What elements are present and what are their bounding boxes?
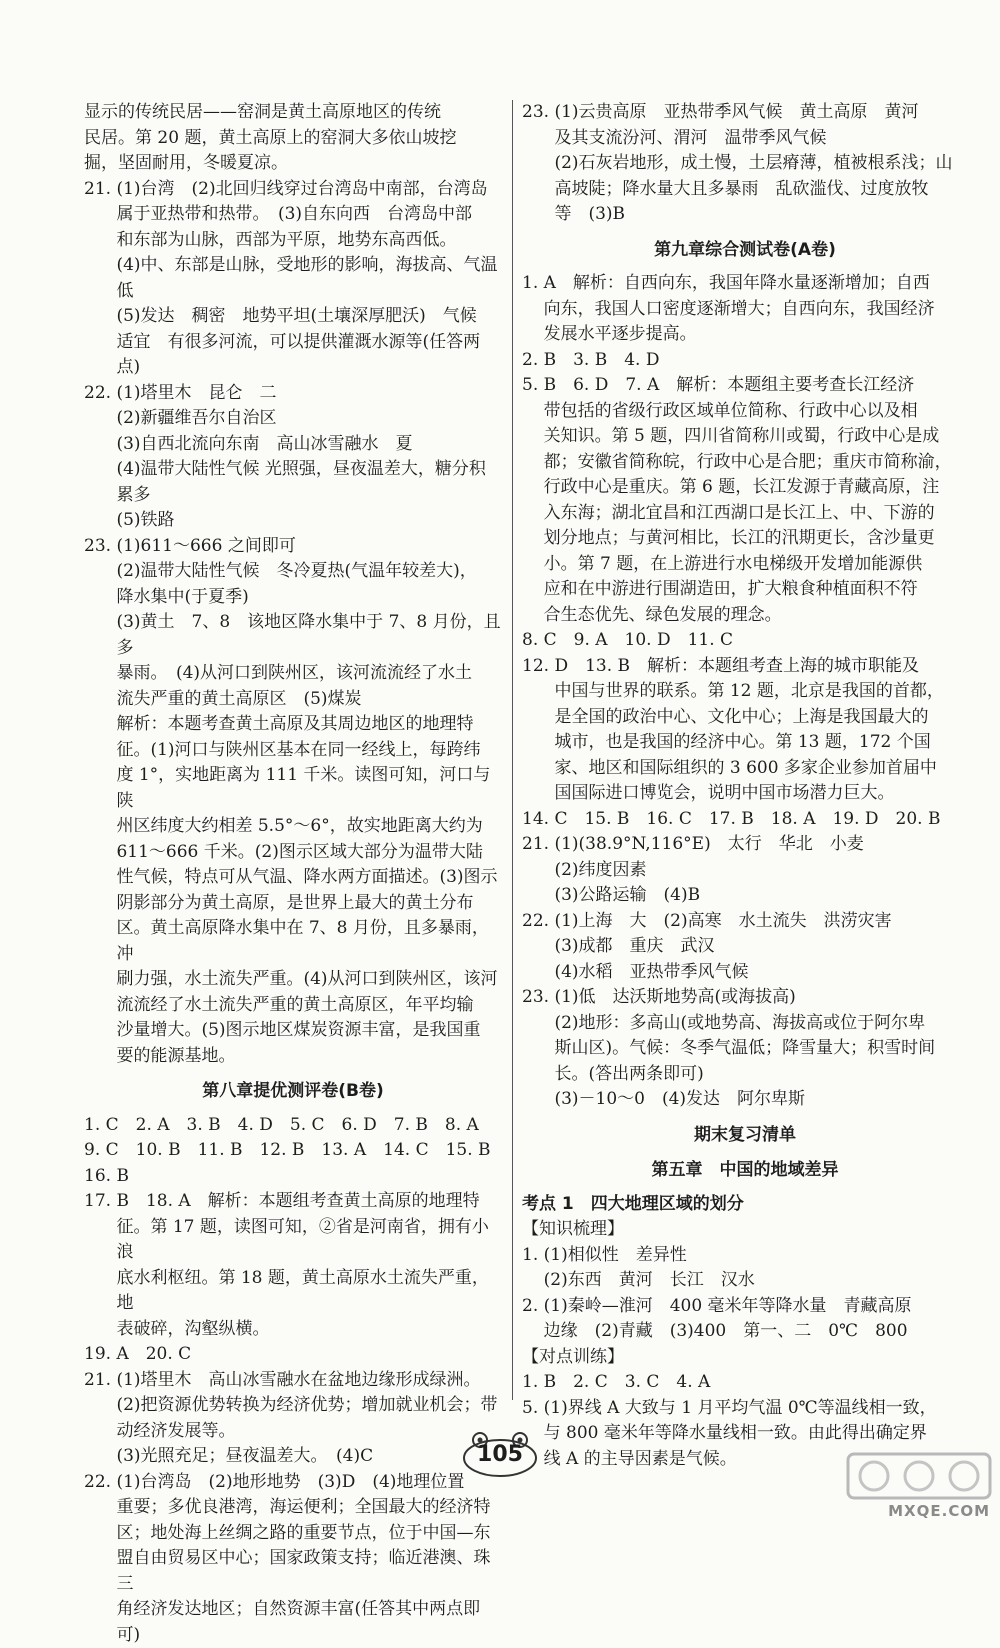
answer-line: (1)低 达沃斯地势高(或海拔高) xyxy=(554,985,968,1011)
answer-line: (4)中、东部是山脉，受地形的影响，海拔高、气温低 xyxy=(116,253,502,304)
answer-entry xyxy=(522,1294,968,1345)
answer-line: 14. C 15. B 16. C 17. B 18. A 19. D 20. B xyxy=(522,807,968,833)
question-number: 21. xyxy=(84,177,116,381)
answer-body xyxy=(116,1470,502,1648)
answer-line: (3)成都 重庆 武汉 xyxy=(554,934,968,960)
answer-line: 属于亚热带和热带。 (3)自东向西 台湾岛中部 xyxy=(116,202,502,228)
answer-line: B 18. A 解析：本题组考查黄土高原的地理特 xyxy=(116,1189,502,1215)
answer-line: (5)铁路 xyxy=(116,508,502,534)
question-number: 23. xyxy=(522,985,554,1113)
answer-line: 【对点训练】 xyxy=(522,1345,968,1371)
answer-line: 解析：本题考查黄土高原及其周边地区的地理特 xyxy=(116,712,502,738)
watermark-text: MXQE.COM xyxy=(888,1502,990,1520)
answer-body xyxy=(554,909,968,986)
answer-body xyxy=(554,654,968,807)
answer-line: 及其支流汾河、渭河 温带季风气候 xyxy=(554,126,968,152)
answer-line: (1)塔里木 高山冰雪融水在盆地边缘形成绿洲。 xyxy=(116,1368,502,1394)
answer-line: 向东，我国人口密度逐渐增大；自西向东，我国经济 xyxy=(544,297,968,323)
answer-body xyxy=(522,348,968,374)
page-number: 105 xyxy=(470,1436,530,1474)
answer-line: 关知识。第 5 题，四川省简称川或蜀，行政中心是成 xyxy=(544,424,968,450)
answer-body xyxy=(544,271,968,348)
right-column xyxy=(522,100,968,1472)
question-number: 21. xyxy=(84,1368,116,1470)
answer-body xyxy=(116,1342,502,1368)
answer-line: (1)台湾 (2)北回归线穿过台湾岛中南部，台湾岛 xyxy=(116,177,502,203)
answer-entry xyxy=(522,1345,968,1371)
left-column xyxy=(84,100,502,1648)
answer-entry xyxy=(84,1189,502,1342)
column-divider xyxy=(512,100,513,1400)
answer-line: 表破碎，沟壑纵横。 xyxy=(116,1317,502,1343)
answer-line: (3)光照充足；昼夜温差大。 (4)C xyxy=(116,1444,502,1470)
answer-line: 流失严重的黄土高原区 (5)煤炭 xyxy=(116,687,502,713)
answer-entry xyxy=(522,373,968,628)
answer-line: 区。黄土高原降水集中在 7、8 月份，且多暴雨，冲 xyxy=(116,916,502,967)
answer-entry xyxy=(84,100,502,177)
answer-line: (1)上海 大 (2)高寒 水土流失 洪涝灾害 xyxy=(554,909,968,935)
answer-line: 降水集中(于夏季) xyxy=(116,585,502,611)
answer-line: (1)相似性 差异性 xyxy=(544,1243,968,1269)
answer-line: (4)温带大陆性气候 光照强，昼夜温差大，糖分积 xyxy=(116,457,502,483)
question-number: 22. xyxy=(84,381,116,534)
question-number: 23. xyxy=(522,100,554,228)
answer-line: 沙量增大。(5)图示地区煤炭资源丰富，是我国重 xyxy=(116,1018,502,1044)
answer-body xyxy=(522,1370,968,1396)
answer-line: (2)东西 黄河 长江 汉水 xyxy=(544,1268,968,1294)
answer-body xyxy=(544,373,968,628)
answer-line: A 20. C xyxy=(116,1342,502,1368)
answer-body xyxy=(554,100,968,228)
answer-line: 点) xyxy=(116,355,502,381)
answer-line: 划分地点；与黄河相比，长江的汛期更长，含沙量更 xyxy=(544,526,968,552)
answer-line: (2)地形：多高山(或地势高、海拔高或位于阿尔卑 xyxy=(554,1011,968,1037)
question-number: 22. xyxy=(84,1470,116,1648)
answer-line: 【知识梳理】 xyxy=(522,1217,968,1243)
answer-body xyxy=(522,1217,968,1243)
answer-line: 16. B xyxy=(84,1164,502,1190)
answer-body xyxy=(116,1189,502,1342)
question-number: 1. xyxy=(522,1243,544,1294)
answer-line: 盟自由贸易区中心；国家政策支持；临近港澳、珠三 xyxy=(116,1546,502,1597)
section-heading: 第八章提优测评卷(B卷) xyxy=(84,1079,502,1105)
answer-line: 重要；多优良港湾，海运便利；全国最大的经济特 xyxy=(116,1495,502,1521)
answer-line: 应和在中游进行围湖造田，扩大粮食种植面积不符 xyxy=(544,577,968,603)
answer-line: (3)自西北流向东南 高山冰雪融水 夏 xyxy=(116,432,502,458)
answer-body xyxy=(84,100,502,177)
subsection-heading: 考点 1 四大地理区域的划分 xyxy=(522,1192,968,1218)
answer-line: B 6. D 7. A 解析：本题组主要考查长江经济 xyxy=(544,373,968,399)
answer-line: 累多 xyxy=(116,483,502,509)
answer-line: (3)黄土 7、8 该地区降水集中于 7、8 月份，且多 xyxy=(116,610,502,661)
answer-line: 刷力强，水土流失严重。(4)从河口到陕州区，该河 xyxy=(116,967,502,993)
answer-entry xyxy=(522,100,968,228)
answer-body xyxy=(116,1368,502,1470)
answer-line: D 13. B 解析：本题组考查上海的城市职能及 xyxy=(554,654,968,680)
answer-body xyxy=(554,985,968,1113)
answer-line: (1)(38.9°N,116°E) 太行 华北 小麦 xyxy=(554,832,968,858)
answer-entry xyxy=(84,177,502,381)
answer-body xyxy=(544,1294,968,1345)
answer-line: 流流经了水土流失严重的黄土高原区，年平均输 xyxy=(116,993,502,1019)
answer-line: 中国与世界的联系。第 12 题，北京是我国的首都， xyxy=(554,679,968,705)
answer-line: 度 1°，实地距离为 111 千米。读图可知，河口与陕 xyxy=(116,763,502,814)
question-number: 2. xyxy=(522,1294,544,1345)
section-heading: 第五章 中国的地域差异 xyxy=(522,1158,968,1184)
answer-line: (3)－10～0 (4)发达 阿尔卑斯 xyxy=(554,1087,968,1113)
answer-line: 要的能源基地。 xyxy=(116,1044,502,1070)
answer-body xyxy=(522,1345,968,1371)
answer-body xyxy=(554,832,968,909)
answer-line: (2)把资源优势转换为经济优势；增加就业机会；带 xyxy=(116,1393,502,1419)
answer-line: 可) xyxy=(116,1623,502,1648)
answer-line: 城市，也是我国的经济中心。第 13 题，172 个国 xyxy=(554,730,968,756)
answer-line: (1)秦岭—淮河 400 毫米年等降水量 青藏高原 xyxy=(544,1294,968,1320)
answer-line: 线 A 的主导因素是气候。 xyxy=(544,1447,968,1473)
answer-line: 高坡陡；降水量大且多暴雨 乱砍滥伐、过度放牧 xyxy=(554,177,968,203)
answer-line: 适宜 有很多河流，可以提供灌溉水源等(任答两 xyxy=(116,330,502,356)
answer-line: 边缘 (2)青藏 (3)400 第一、二 0℃ 800 xyxy=(544,1319,968,1345)
answer-line: (5)发达 稠密 地势平坦(土壤深厚肥沃) 气候 xyxy=(116,304,502,330)
question-number: 21. xyxy=(522,832,554,909)
answer-line: 征。第 17 题，读图可知，②省是河南省，拥有小浪 xyxy=(116,1215,502,1266)
answer-line: 入东海；湖北宜昌和江西湖口是长江上、中、下游的 xyxy=(544,501,968,527)
answer-line: 斯山区)。气候：冬季气温低；降雪量大；积雪时间 xyxy=(554,1036,968,1062)
answer-entry xyxy=(84,1113,502,1190)
answer-line: A 解析：自西向东，我国年降水量逐渐增加；自西 xyxy=(544,271,968,297)
answer-entry xyxy=(522,1370,968,1396)
answer-line: 等 (3)B xyxy=(554,202,968,228)
answer-entry xyxy=(84,534,502,1070)
answer-entry xyxy=(522,628,968,654)
answer-line: 1. B 2. C 3. C 4. A xyxy=(522,1370,968,1396)
question-number: 12. xyxy=(522,654,554,807)
answer-line: 行政中心是重庆。第 6 题，长江发源于青藏高原，注 xyxy=(544,475,968,501)
answer-line: (2)温带大陆性气候 冬冷夏热(气温年较差大)， xyxy=(116,559,502,585)
answer-entry xyxy=(522,807,968,833)
answer-line: 是全国的政治中心、文化中心；上海是我国最大的 xyxy=(554,705,968,731)
answer-line: (3)公路运输 (4)B xyxy=(554,883,968,909)
section-heading: 第九章综合测试卷(A卷) xyxy=(522,238,968,264)
answer-entry xyxy=(84,1342,502,1368)
question-number: 5. xyxy=(522,1396,544,1473)
answer-line: 家、地区和国际组织的 3 600 多家企业参加首届中 xyxy=(554,756,968,782)
question-number: 1. xyxy=(522,271,544,348)
answer-line: 1. C 2. A 3. B 4. D 5. C 6. D 7. B 8. A xyxy=(84,1113,502,1139)
question-number: 5. xyxy=(522,373,544,628)
answer-body xyxy=(116,534,502,1070)
answer-line: 底水利枢纽。第 18 题，黄土高原水土流失严重，地 xyxy=(116,1266,502,1317)
question-number: 22. xyxy=(522,909,554,986)
answer-line: 9. C 10. B 11. B 12. B 13. A 14. C 15. B xyxy=(84,1138,502,1164)
answer-line: 国国际进口博览会，说明中国市场潜力巨大。 xyxy=(554,781,968,807)
answer-entry xyxy=(522,985,968,1113)
answer-line: (2)石灰岩地形，成土慢，土层瘠薄，植被根系浅；山 xyxy=(554,151,968,177)
answer-entry xyxy=(84,381,502,534)
answer-line: (1)云贵高原 亚热带季风气候 黄土高原 黄河 xyxy=(554,100,968,126)
answer-entry xyxy=(522,909,968,986)
answer-line: (1)台湾岛 (2)地形地势 (3)D (4)地理位置 xyxy=(116,1470,502,1496)
answer-body xyxy=(522,628,968,654)
question-number: 23. xyxy=(84,534,116,1070)
answer-body xyxy=(116,381,502,534)
answer-line: 征。(1)河口与陕州区基本在同一经线上，每跨纬 xyxy=(116,738,502,764)
answer-entry xyxy=(522,832,968,909)
answer-line: 州区纬度大约相差 5.5°～6°，故实地距离大约为 xyxy=(116,814,502,840)
answer-line: (2)新疆维吾尔自治区 xyxy=(116,406,502,432)
answer-entry xyxy=(522,348,968,374)
answer-line: (1)界线 A 大致与 1 月平均气温 0℃等温线相一致， xyxy=(544,1396,968,1422)
section-heading: 期末复习清单 xyxy=(522,1123,968,1149)
answer-body xyxy=(544,1243,968,1294)
answer-entry xyxy=(84,1368,502,1470)
answer-line: 发展水平逐步提高。 xyxy=(544,322,968,348)
answer-line: 掘，坚固耐用，冬暖夏凉。 xyxy=(84,151,502,177)
answer-line: 与 800 毫米年等降水量线相一致。由此得出确定界 xyxy=(544,1421,968,1447)
answer-entry xyxy=(522,1243,968,1294)
answer-line: 角经济发达地区；自然资源丰富(任答其中两点即 xyxy=(116,1597,502,1623)
answer-line: 显示的传统民居——窑洞是黄土高原地区的传统 xyxy=(84,100,502,126)
answer-line: 暴雨。 (4)从河口到陕州区，该河流流经了水土 xyxy=(116,661,502,687)
answer-entry xyxy=(522,271,968,348)
answer-line: (2)纬度因素 xyxy=(554,858,968,884)
answer-line: 民居。第 20 题，黄土高原上的窑洞大多依山坡挖 xyxy=(84,126,502,152)
answer-line: 小。第 7 题，在上游进行水电梯级开发增加能源供 xyxy=(544,552,968,578)
answer-entry xyxy=(84,1470,502,1648)
answer-line: 和东部为山脉，西部为平原，地势东高西低。 xyxy=(116,228,502,254)
answer-line: 8. C 9. A 10. D 11. C xyxy=(522,628,968,654)
answer-line: 都；安徽省简称皖，行政中心是合肥；重庆市简称渝， xyxy=(544,450,968,476)
question-number: 19. xyxy=(84,1342,116,1368)
answer-entry xyxy=(522,654,968,807)
answer-line: 性气候，特点可从气温、降水两方面描述。(3)图示 xyxy=(116,865,502,891)
answer-line: 2. B 3. B 4. D xyxy=(522,348,968,374)
answer-line: 动经济发展等。 xyxy=(116,1419,502,1445)
answer-line: 长。(答出两条即可) xyxy=(554,1062,968,1088)
answer-line: 带包括的省级行政区域单位简称、行政中心以及相 xyxy=(544,399,968,425)
question-number: 17. xyxy=(84,1189,116,1342)
answer-body xyxy=(116,177,502,381)
answer-entry xyxy=(522,1217,968,1243)
answer-line: 合生态优先、绿色发展的理念。 xyxy=(544,603,968,629)
answer-line: (1)塔里木 昆仑 二 xyxy=(116,381,502,407)
answer-line: 阴影部分为黄土高原，是世界上最大的黄土分布 xyxy=(116,891,502,917)
answer-line: (1)611～666 之间即可 xyxy=(116,534,502,560)
answer-line: 区；地处海上丝绸之路的重要节点，位于中国—东 xyxy=(116,1521,502,1547)
answer-line: (4)水稻 亚热带季风气候 xyxy=(554,960,968,986)
answer-body xyxy=(522,807,968,833)
answer-body xyxy=(84,1113,502,1190)
answer-line: 611～666 千米。(2)图示区域大部分为温带大陆 xyxy=(116,840,502,866)
